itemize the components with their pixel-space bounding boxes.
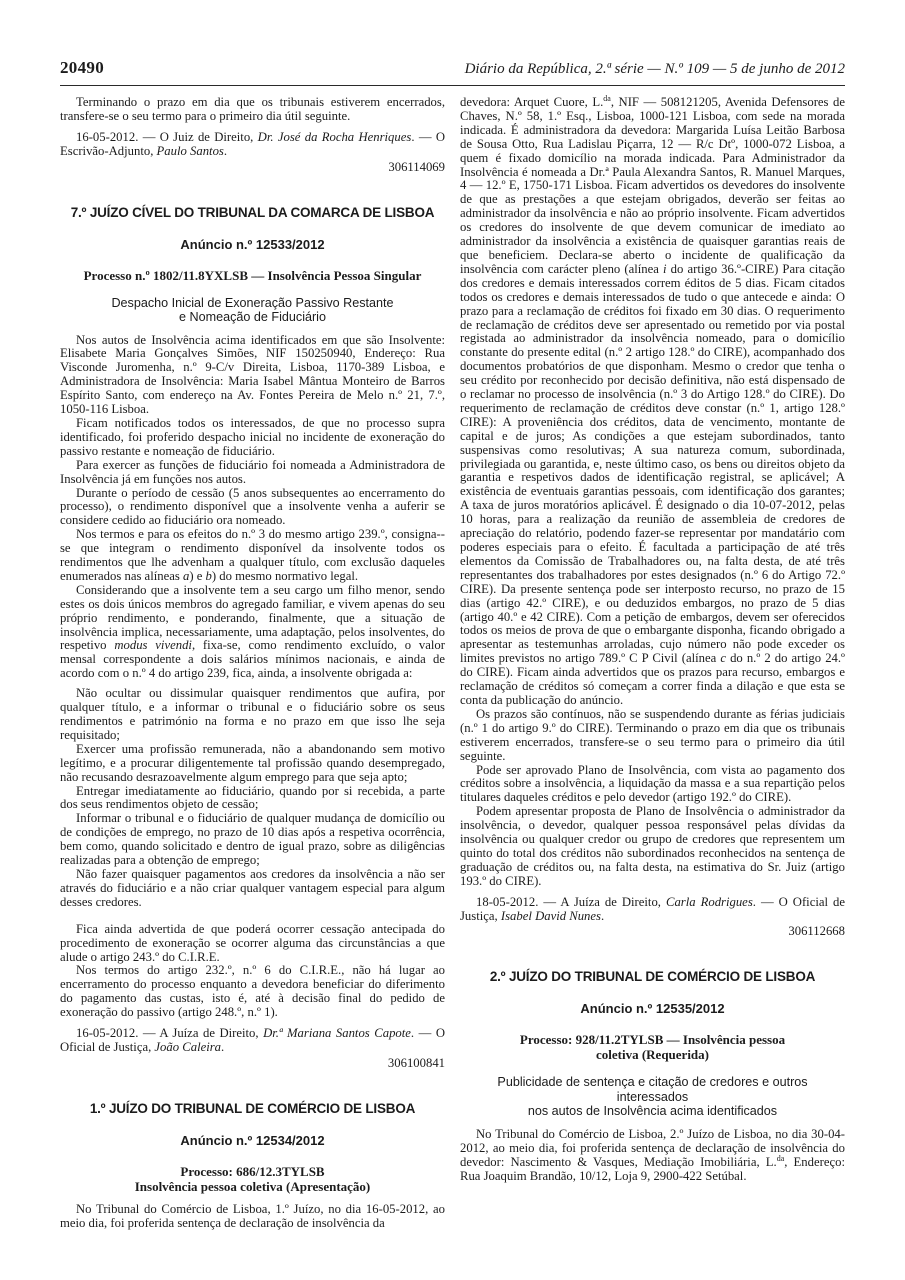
announcement-number-2: Anúncio n.º 12534/2012 bbox=[180, 1132, 325, 1148]
obligation-paragraph: Entregar imediatamente ao fiduciário, quando por si recebida, a parte dos seus rendimentos objeto de cessão; bbox=[60, 783, 445, 812]
body-paragraph: No Tribunal do Comércio de Lisboa, 2.º Juízo de Lisboa, no dia 30-04-2012, ao meio dia, foi proferida sentença de declaração de insolvência do devedor: Nascimento & Vasques, Mediação Imobiliária, L.$^{da}$, Endereço: Rua Joaquim Brandão, 10/12, Loja 9, 2900-422 Setúbal. bbox=[460, 1126, 845, 1183]
obligation-paragraph: Não fazer quaisquer pagamentos aos credores da insolvência a não ser através do fiduciário e a não criar qualquer vantagem especial para algum desses credores. bbox=[60, 866, 445, 909]
court-heading-1: 7.º JUÍZO CÍVEL DO TRIBUNAL DA COMARCA DE LISBOA bbox=[70, 204, 435, 220]
dispatch-subtitle bbox=[60, 296, 445, 325]
registration-number: 306100841 bbox=[387, 1055, 445, 1070]
registration-number: 306114069 bbox=[388, 159, 445, 174]
right-column bbox=[460, 93, 845, 1231]
body-paragraph: Os prazos são contínuos, não se suspendendo durante as férias judiciais (n.º 1 do artigo 9.º do CIRE). Terminando o prazo em dia que os tribunais estiverem encerrados, transfere-se o seu termo para o primeiro dia útil seguinte. bbox=[460, 706, 845, 763]
header-rule bbox=[60, 85, 845, 86]
court-heading-2: 1.º JUÍZO DO TRIBUNAL DE COMÉRCIO DE LISBOA bbox=[89, 1100, 416, 1116]
body-paragraph: Para exercer as funções de fiduciário foi nomeada a Administradora de Insolvência já em funções nos autos. bbox=[60, 457, 445, 486]
body-paragraph: Nos termos e para os efeitos do n.º 3 do mesmo artigo 239.º, consigna--se que integram o rendimento disponível da insolvente todos os rendimentos que lhe advenham a qualquer título, com exclusão daqueles enumerados nas alíneas a) e b) do mesmo normativo legal. bbox=[60, 527, 445, 583]
registration-number: 306112668 bbox=[788, 924, 845, 939]
page-header bbox=[60, 58, 845, 78]
body-paragraph: Considerando que a insolvente tem a seu cargo um filho menor, sendo estes os dois únicos membros do agregado familiar, e vivem apenas do seu próprio rendimento, e ponderando, finalmente, que a situação de insolvência implica, necessariamente, uma adaptação, pelos insolventes, do respetivo modus vivendi, fixa-se, como rendimento excluído, o valor mensal correspondente a dois salários mínimos nacionais, e ainda de acordo com o n.º 4 do artigo 239, fica, ainda, a insolvente obrigada a: bbox=[60, 582, 445, 681]
content-columns bbox=[60, 93, 845, 1231]
dispatch-subtitle-line2: e Nomeação de Fiduciário bbox=[178, 310, 326, 325]
signature-line: 18-05-2012. — A Juíza de Direito, Carla Rodrigues. — O Oficial de Justiça, Isabel David Nunes. bbox=[460, 894, 845, 923]
process-heading-2-line1: Processo: 686/12.3TYLSB bbox=[180, 1163, 325, 1179]
obligation-paragraph: Exercer uma profissão remunerada, não a abandonando sem motivo legítimo, e a procurar diligentemente tal profissão quando desempregado, não recusando desrazoavelmente algum emprego para que seja apto; bbox=[60, 741, 445, 784]
issue-title: Diário da República, 2.ª série — N.º 109 — 5 de junho de 2012 bbox=[464, 61, 845, 77]
signature-line: 16-05-2012. — A Juíza de Direito, Dr.ª Mariana Santos Capote. — O Oficial de Justiça, João Caleira. bbox=[60, 1026, 445, 1054]
dispatch-subtitle-line1: Despacho Inicial de Exoneração Passivo Restante bbox=[111, 295, 394, 310]
body-paragraph: Ficam notificados todos os interessados, de que no processo supra identificado, foi proferido despacho inicial no incidente de exoneração do passivo restante e nomeação de fiduciário. bbox=[60, 415, 445, 458]
body-paragraph: Pode ser aprovado Plano de Insolvência, com vista ao pagamento dos créditos sobre a insolvência, a liquidação da massa e a sua repartição pelos titulares daqueles créditos e pelo devedor (artigo 192.º do CIRE). bbox=[460, 762, 845, 805]
process-heading-3-line2: coletiva (Requerida) bbox=[595, 1047, 709, 1063]
obligation-paragraph: Informar o tribunal e o fiduciário de qualquer mudança de domicílio ou de condições de emprego, no prazo de 10 dias após a respetiva ocorrência, bem como, quando solicitado e dentro de igual prazo, sobre as diligências realizadas para a obtenção de emprego; bbox=[60, 811, 445, 868]
announcement-number-3: Anúncio n.º 12535/2012 bbox=[580, 1001, 725, 1017]
left-column bbox=[60, 96, 445, 1231]
page-number: 20490 bbox=[60, 58, 104, 77]
obligation-paragraph: Não ocultar ou dissimular quaisquer rendimentos que aufira, por qualquer título, e a informar o tribunal e o fiduciário sobre os seus rendimentos e património na forma e no prazo em que isso lhe seja requisitado; bbox=[60, 686, 445, 742]
process-heading-3 bbox=[460, 1032, 845, 1062]
publicity-subtitle-line1: Publicidade de sentença e citação de credores e outros interessados bbox=[497, 1075, 808, 1104]
signature-line: 16-05-2012. — O Juiz de Direito, Dr. José da Rocha Henriques. — O Escrivão-Adjunto, Paulo Santos. bbox=[60, 129, 445, 158]
publicity-subtitle bbox=[460, 1075, 845, 1119]
continuation-paragraph: devedora: Arquet Cuore, L.$^{da}$, NIF — 508121205, Avenida Defensores de Chaves, N.º 58, 1.º Esq., Lisboa, 1000-121 Lisboa, com sede na morada indicada. É administradora da devedora: Margarida Luísa Leitão Barbosa de Sousa Otto, Rua Ladislau Piçarra, 12 — R/c Dtº, 1000-072 Lisboa, a quem é fixado domicílio na morada indicada. Para Administrador da Insolvência é nomeada a Dr.ª Paula Alexandra Santos, R. Manuel Marques, 4 — 12.º E, 1750-171 Lisboa. Ficam advertidos os devedores do insolvente de que as prestações a que estejam obrigados, deverão ser feitas ao administrador da insolvência e não ao próprio insolvente. Ficam advertidos os credores do insolvente de que devem comunicar de imediato ao administrador da insolvência a existência de quaisquer garantias reais de que beneficiem. Declara-se aberto o incidente de qualificação da insolvência com carácter pleno (alínea i do artigo 36.º-CIRE) Para citação dos credores e demais interessados correm éditos de 5 dias. Ficam citados todos os credores e demais interessados de tudo o que antecede e ainda: O prazo para a reclamação de créditos foi fixado em 30 dias. O requerimento de reclamação de créditos deve ser apresentado ou remetido por via postal registada ao administrador da insolvência nomeado, para o domicílio constante do presente edital (n.º 2 artigo 128.º do CIRE), acompanhado dos documentos probatórios de que disponham. Mesmo o credor que tenha o seu crédito por reconhecido por decisão definitiva, não está dispensado de o reclamar no processo de insolvência (n.º 3 do Artigo 128.º do CIRE). Do requerimento de reclamação de créditos deve constar (n.º 1, artigo 128.º CIRE): A proveniência dos créditos, data de vencimento, montante de capital e de juros; As condições a que estejam subordinados, tanto suspensivas como resolutivas; A sua natureza comum, subordinada, privilegiada ou garantida, e, neste último caso, os bens ou direitos objeto da garantia e respetivos dados de identificação registral, se aplicável; A existência de eventuais garantias pessoais, com identificação dos garantes; A taxa de juros moratórios aplicável. É designado o dia 10-07-2012, pelas 10 horas, para a realização da reunião de assembleia de credores de apreciação do relatório, podendo fazer-se representar por mandatário com poderes especiais para o efeito. É facultada a participação de até três elementos da Comissão de Trabalhadores ou, na falta desta, de até três representantes dos trabalhadores por estes designados (n.º 6 do Artigo 72.º CIRE). Da presente sentença pode ser interposto recurso, no prazo de 15 dias (artigo 42.º CIRE), e ou deduzidos embargos, no prazo de 5 dias (artigo 40.º e 42 CIRE). Com a petição de embargos, devem ser oferecidos todos os meios de prova de que o embargante disponha, ficando obrigado a apresentar as testemunhas arroladas, cujo número não pode exceder os limites previstos no artigo 789.º C P Civil (alínea c do n.º 2 do artigo 24.º do CIRE). Ficam ainda advertidos que os prazos para recurso, embargos e reclamação de créditos só começam a correr finda a dilação e que esta se conta da publicação do anúncio. bbox=[460, 93, 845, 707]
publicity-subtitle-line2: nos autos de Insolvência acima identificados bbox=[527, 1104, 778, 1119]
process-heading-2-line2: Insolvência pessoa coletiva (Apresentação) bbox=[134, 1178, 371, 1194]
carryover-paragraph: Terminando o prazo em dia que os tribunais estiverem encerrados, transfere-se o seu termo para o primeiro dia útil seguinte. bbox=[60, 95, 445, 123]
body-paragraph: Podem apresentar proposta de Plano de Insolvência o administrador da insolvência, o devedor, qualquer pessoa responsável pelas dívidas da insolvência ou qualquer credor ou grupo de credores que representem um quinto do total dos créditos não subordinados reconhecidos na sentença de graduação de créditos ou, na falta desta, na estimativa do Sr. Juiz (artigo 193.º do CIRE). bbox=[460, 804, 845, 888]
process-heading-2 bbox=[60, 1164, 445, 1194]
body-paragraph: No Tribunal do Comércio de Lisboa, 1.º Juízo, no dia 16-05-2012, ao meio dia, foi proferida sentença de declaração de insolvência da bbox=[60, 1201, 445, 1230]
body-paragraph: Durante o período de cessão (5 anos subsequentes ao encerramento do processo), o rendimento disponível que a insolvente venha a auferir se considere cedido ao fiduciário ora nomeado. bbox=[60, 485, 445, 528]
process-heading-1: Processo n.º 1802/11.8YXLSB — Insolvência Pessoa Singular bbox=[83, 267, 422, 283]
court-heading-3: 2.º JUÍZO DO TRIBUNAL DE COMÉRCIO DE LISBOA bbox=[489, 969, 816, 985]
body-paragraph: Nos autos de Insolvência acima identificados em que são Insolvente: Elisabete Maria Gonçalves Simões, NIF 150250940, Endereço: Rua Visconde Juromenha, n.º 9-C/v Direita, Lisboa, 1170-389 Lisboa, e Administradora de Insolvência: Maria Isabel Mântua Monteiro de Barros Espírito Santo, com endereço na Av. Fontes Pereira de Melo n.º 21, 7.º, 1050-116 Lisboa. bbox=[60, 332, 445, 417]
process-heading-3-line1: Processo: 928/11.2TYLSB — Insolvência pessoa bbox=[519, 1032, 786, 1048]
body-paragraph: Fica ainda advertida de que poderá ocorrer cessação antecipada do procedimento de exoneração se ocorrer alguma das circunstâncias a que alude o artigo 243.º do C.I.R.E. bbox=[60, 921, 445, 964]
body-paragraph: Nos termos do artigo 232.º, n.º 6 do C.I.R.E., não há lugar ao encerramento do processo enquanto a devedora beneficiar do diferimento do pagamento das custas, isto é, até à decisão final do pedido de exoneração do passivo (artigo 248.º, n.º 1). bbox=[60, 963, 445, 1020]
announcement-number-1: Anúncio n.º 12533/2012 bbox=[180, 236, 325, 252]
